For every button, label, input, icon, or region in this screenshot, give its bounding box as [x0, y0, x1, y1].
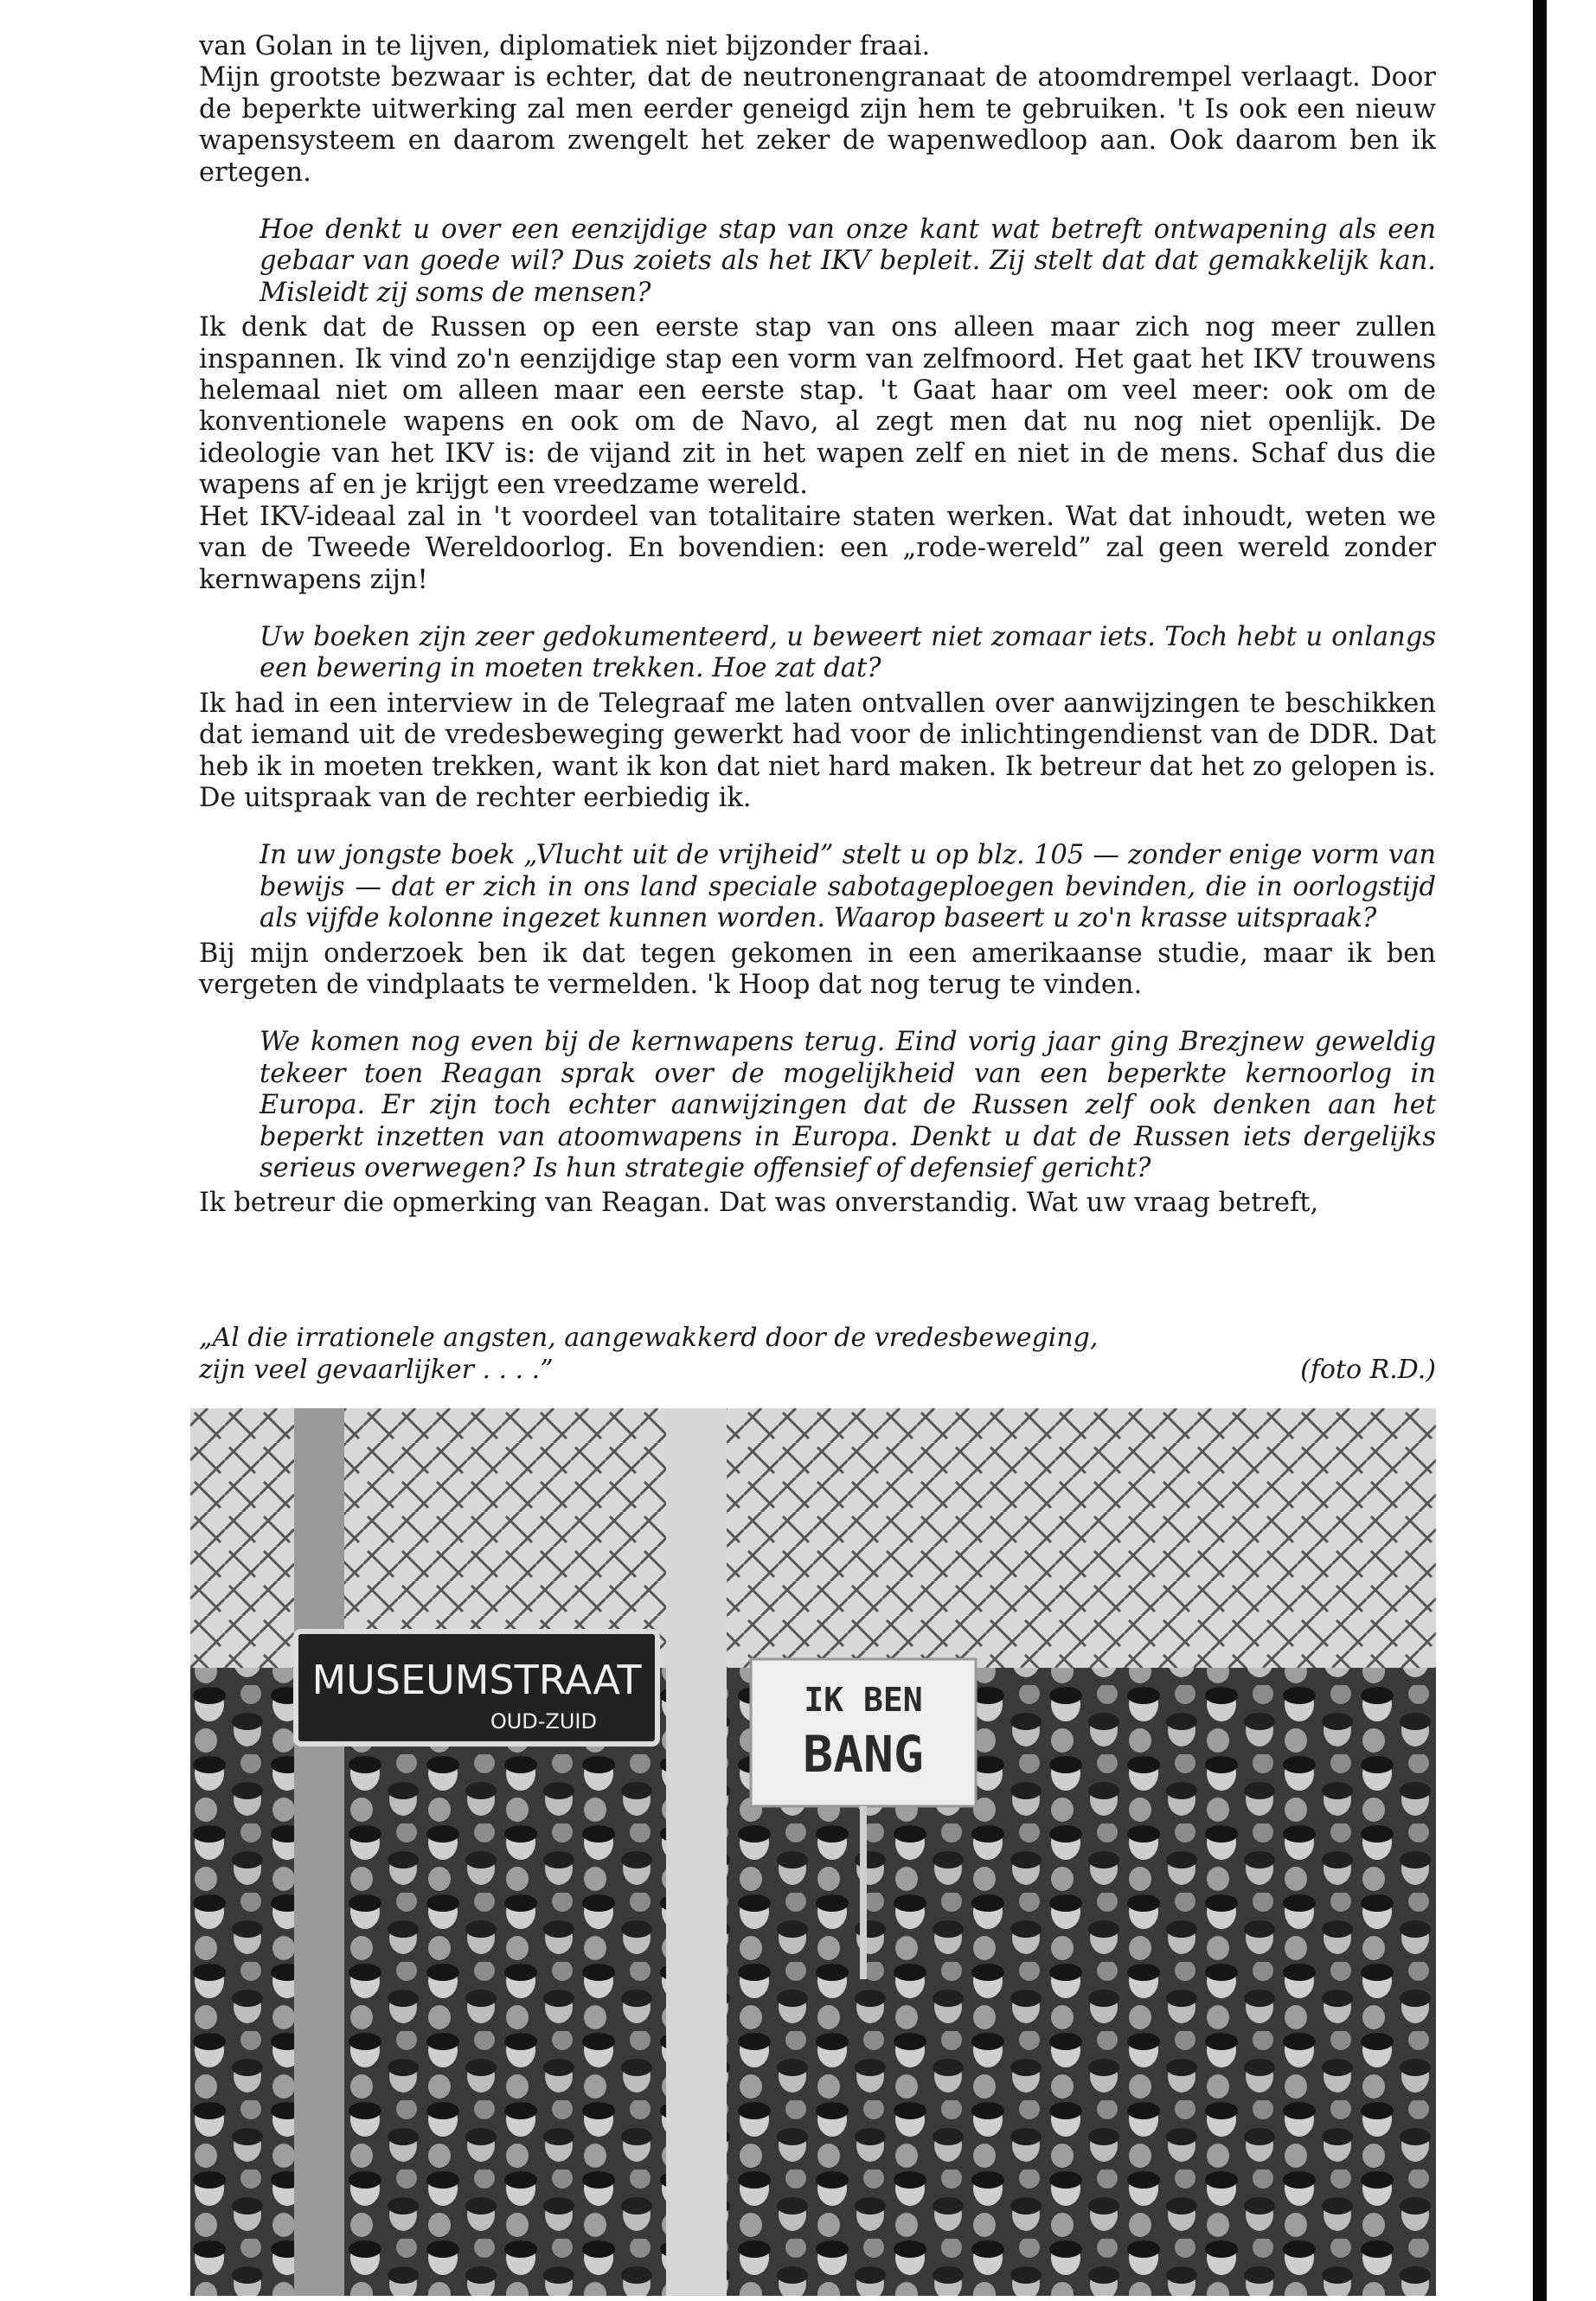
- answer-paragraph: Ik betreur die opmerking van Reagan. Dat was onverstandig. Wat uw vraag betreft,: [199, 1188, 1319, 1219]
- placard-text-bottom: BANG: [803, 1725, 924, 1784]
- page-edge-border: [1533, 0, 1547, 2301]
- answer-paragraph: Ik had in een interview in de Telegraaf me laten ontvallen over aanwijzingen te beschikken dat iemand uit de vredesbeweging gewerkt had voor de inlichtingendienst van de DDR. Dat heb ik in moeten trekken, want ik kon dat niet hard maken. Ik betreur dat het zo gelopen is. De uitspraak van de rechter eerbiedig ik.: [199, 688, 1436, 813]
- answer-paragraph: Mijn grootste bezwaar is echter, dat de neutronengranaat de atoomdrempel verlaagt. Door de beperkte uitwerking zal men eerder geneigd zijn hem te gebruiken. 't Is ook een nieuw wapensysteem en daarom zwengelt het zeker de wapenwedloop aan. Ook daarom ben ik ertegen.: [199, 62, 1436, 188]
- interview-question: Uw boeken zijn zeer gedokumenteerd, u beweert niet zomaar iets. Toch hebt u onlangs een bewering in moeten trekken. Hoe zat dat?: [260, 621, 1436, 684]
- interview-question: Hoe denkt u over een eenzijdige stap van onze kant wat betreft ontwapening als een gebaar van goede wil? Dus zoiets als het IKV bepleit. Zij stelt dat dat gemakkelijk kan. Misleidt zij soms de mensen?: [260, 215, 1436, 308]
- street-sign-name: MUSEUMSTRAAT: [311, 1657, 642, 1703]
- caption-line: zijn veel gevaarlijker . . . .”: [199, 1355, 554, 1385]
- answer-paragraph: Het IKV-ideaal zal in 't voordeel van totalitaire staten werken. Wat dat inhoudt, weten we van de Tweede Wereldoorlog. En bovendien: een „rode-wereld” zal geen wereld zonder kernwapens zijn!: [199, 501, 1436, 595]
- placard-text-top: IK BEN: [804, 1681, 923, 1719]
- street-sign: [296, 1631, 657, 1744]
- article-body: [199, 31, 1436, 1220]
- answer-paragraph: Ik denk dat de Russen op een eerste stap van ons alleen maar zich nog meer zullen inspannen. Ik vind zo'n eenzijdige stap een vorm van zelfmoord. Het gaat het IKV trouwens helemaal niet om alleen maar een eerste stap. 't Gaat haar om veel meer: ook om de konventionele wapens en ook om de Navo, al zegt men dat nu nog niet openlijk. De ideologie van het IKV is: de vijand zit in het wapen zelf en niet in de mens. Schaf dus die wapens af en je krijgt een vreedzame wereld.: [199, 312, 1436, 501]
- photo-credit: (foto R.D.): [1300, 1355, 1436, 1385]
- interview-question: We komen nog even bij de kernwapens terug. Eind vorig jaar ging Brezjnew geweldig tekeer toen Reagan sprak over de mogelijkheid van een beperkte kernoorlog in Europa. Er zijn toch echter aanwijzingen dat de Russen zelf ook denken aan het beperkt inzetten van atoomwapens in Europa. Denkt u dat de Russen iets dergelijks serieus overwegen? Is hun strategie offensief of defensief gericht?: [260, 1027, 1436, 1183]
- demonstration-photo: [190, 1408, 1436, 2296]
- answer-paragraph: van Golan in te lijven, diplomatiek niet bijzonder fraai.: [199, 31, 931, 61]
- answer-paragraph: Bij mijn onderzoek ben ik dat tegen gekomen in een amerikaanse studie, maar ik ben vergeten de vindplaats te vermelden. 'k Hoop dat nog terug te vinden.: [199, 938, 1436, 1000]
- photo-caption: [199, 1322, 1436, 1386]
- interview-question: In uw jongste boek „Vlucht uit de vrijheid” stelt u op blz. 105 — zonder enige vorm van bewijs — dat er zich in ons land speciale sabotageploegen bevinden, die in oorlogstijd als vijfde kolonne ingezet kunnen worden. Waarop baseert u zo'n krasse uitspraak?: [260, 840, 1436, 934]
- sign-pole: [294, 1408, 344, 2296]
- street-sign-district: OUD-ZUID: [490, 1709, 597, 1734]
- caption-line: „Al die irrationele angsten, aangewakkerd door de vredesbeweging,: [199, 1323, 1099, 1353]
- crowd-illustration: [190, 1408, 1436, 2296]
- lamp-post: [666, 1408, 727, 2296]
